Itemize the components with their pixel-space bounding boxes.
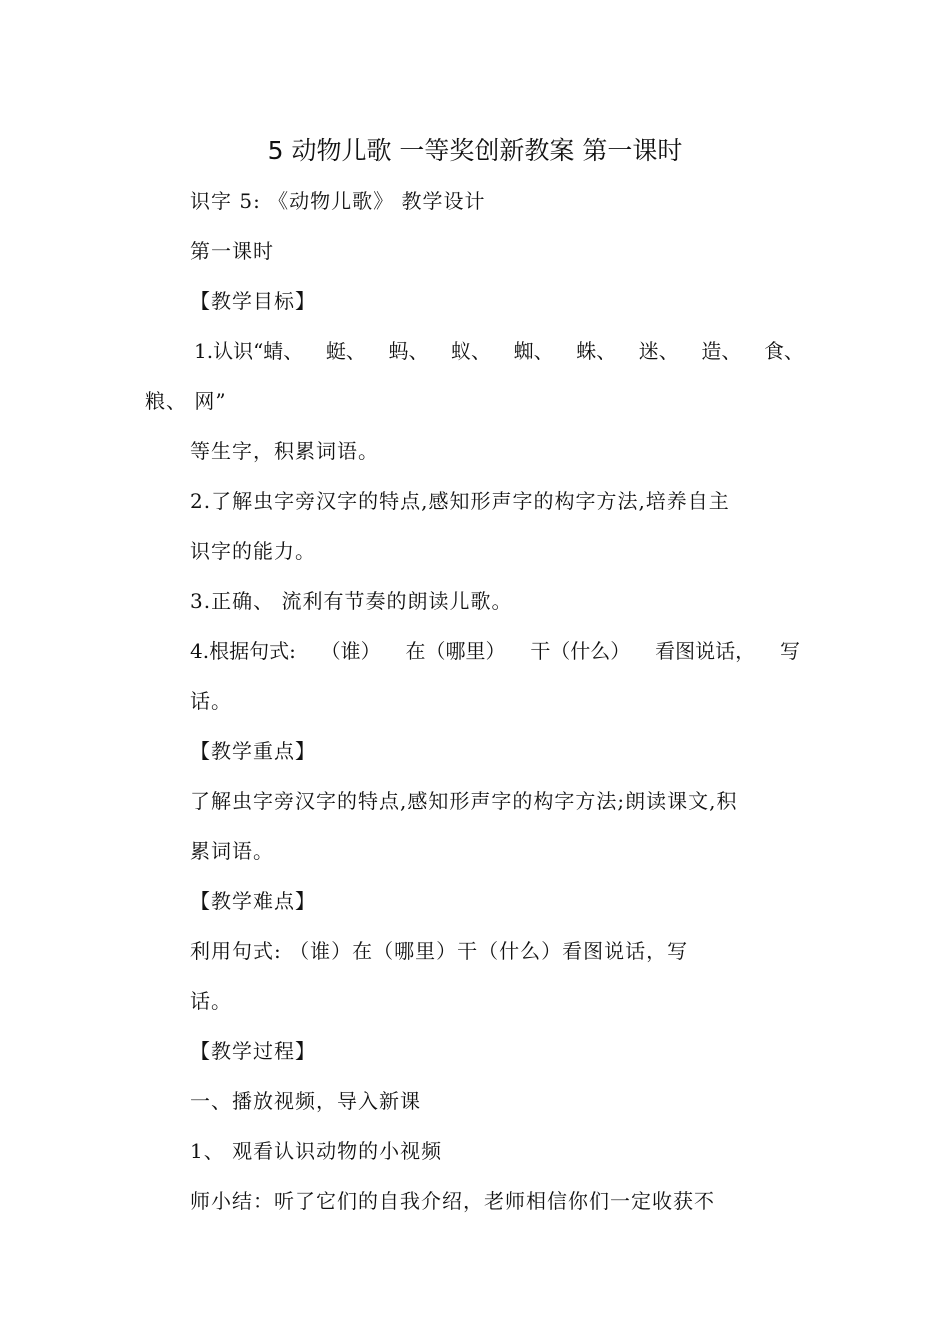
goal-1-char: 食、 bbox=[763, 339, 804, 363]
goal-4-part: 4.根据句式: bbox=[190, 639, 296, 663]
goal-2-line-2: 识字的能力。 bbox=[190, 539, 316, 563]
process-step-1: 一、播放视频，导入新课 bbox=[190, 1089, 421, 1113]
goal-1-line-1 bbox=[194, 336, 804, 366]
lesson-label: 第一课时 bbox=[190, 239, 274, 263]
document-title: 5 动物儿歌 一等奖创新教案 第一课时 bbox=[267, 136, 683, 165]
key-points-line-1: 了解虫字旁汉字的特点,感知形声字的构字方法;朗读课文,积 bbox=[190, 789, 738, 813]
key-points-line-2: 累词语。 bbox=[190, 839, 274, 863]
goal-1-char: 蜓、 bbox=[325, 339, 366, 363]
goal-1-char: 蛛、 bbox=[576, 339, 617, 363]
goal-4-part: 看图说话， bbox=[655, 639, 756, 663]
key-points-heading: 【教学重点】 bbox=[190, 739, 316, 763]
process-heading: 【教学过程】 bbox=[190, 1039, 316, 1063]
difficulty-line-2: 话。 bbox=[190, 989, 232, 1013]
goal-1-line-3: 等生字，积累词语。 bbox=[190, 439, 379, 463]
goal-1-char: 蚁、 bbox=[451, 339, 492, 363]
subtitle: 识字 5: 《动物儿歌》 教学设计 bbox=[190, 189, 486, 213]
goal-1-char: 造、 bbox=[701, 339, 742, 363]
goal-1-char: 蜘、 bbox=[513, 339, 554, 363]
goal-4-part: （谁） bbox=[320, 639, 381, 663]
teacher-summary: 师小结：听了它们的自我介绍，老师相信你们一定收获不 bbox=[190, 1189, 715, 1213]
goal-4-line-2: 话。 bbox=[190, 689, 232, 713]
goal-4-line-1 bbox=[190, 636, 800, 666]
goal-1-line-2: 粮、 网” bbox=[145, 389, 227, 413]
goal-2-line-1: 2.了解虫字旁汉字的特点,感知形声字的构字方法,培养自主 bbox=[190, 489, 730, 513]
goal-4-part: 写 bbox=[779, 639, 800, 663]
goal-4-part: 在（哪里） bbox=[405, 639, 506, 663]
difficulty-line-1: 利用句式: （谁）在（哪里）干（什么）看图说话，写 bbox=[190, 939, 689, 963]
goal-4-part: 干（什么） bbox=[530, 639, 631, 663]
goal-1-prefix: 1.认识“蜻、 bbox=[194, 339, 304, 363]
goal-3: 3.正确、 流利有节奏的朗读儿歌。 bbox=[190, 589, 513, 613]
difficulty-heading: 【教学难点】 bbox=[190, 889, 316, 913]
goals-heading: 【教学目标】 bbox=[190, 289, 316, 313]
goal-1-char: 蚂、 bbox=[388, 339, 429, 363]
process-step-1-1: 1、 观看认识动物的小视频 bbox=[190, 1139, 443, 1163]
goal-1-char: 迷、 bbox=[638, 339, 679, 363]
